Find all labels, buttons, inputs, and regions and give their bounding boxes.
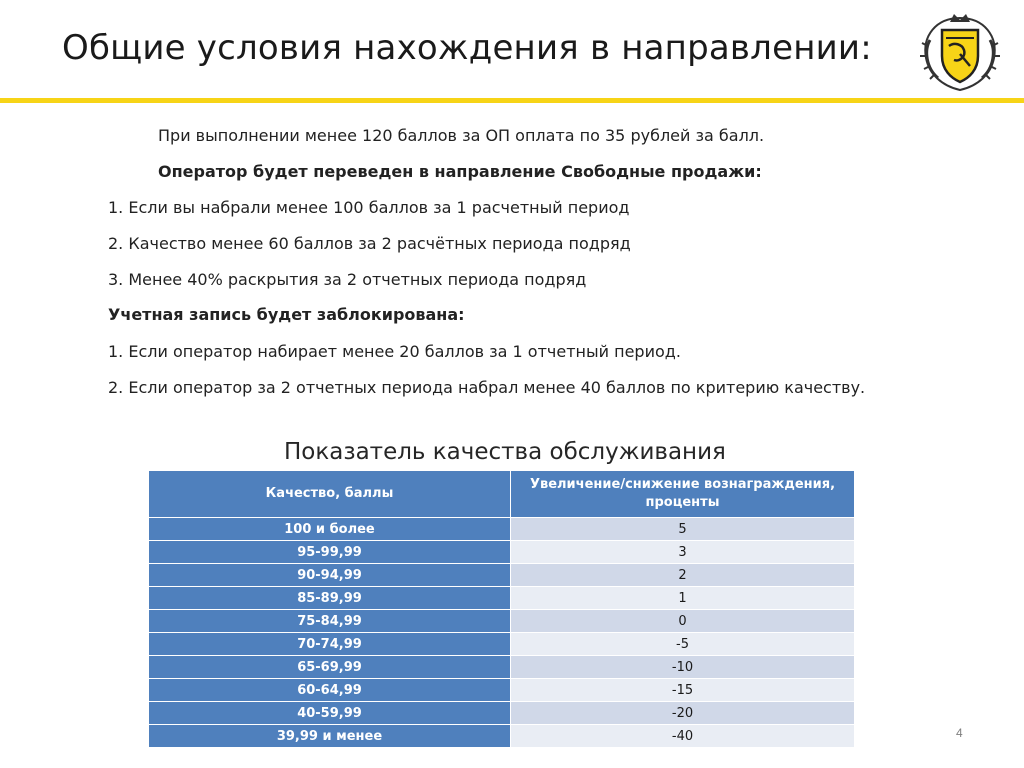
cell-percent: -40 (511, 725, 855, 748)
table-header-row (149, 471, 855, 518)
text-transfer-item-2: 2. Качество менее 60 баллов за 2 расчётных периода подряд (108, 234, 631, 253)
cell-quality: 95-99,99 (149, 541, 511, 564)
text-block-item-1: 1. Если оператор набирает менее 20 баллов за 1 отчетный период. (108, 342, 681, 361)
text-transfer-item-1: 1. Если вы набрали менее 100 баллов за 1 расчетный период (108, 198, 630, 217)
table-title: Показатель качества обслуживания (284, 439, 726, 465)
table-row (149, 610, 855, 633)
cell-quality: 90-94,99 (149, 564, 511, 587)
cell-percent: 5 (511, 518, 855, 541)
quality-table (148, 470, 855, 748)
text-transfer-item-3: 3. Менее 40% раскрытия за 2 отчетных периода подряд (108, 270, 587, 289)
text-block-item-2: 2. Если оператор за 2 отчетных периода набрал менее 40 баллов по критерию качеству. (108, 378, 866, 397)
cell-quality: 70-74,99 (149, 633, 511, 656)
table-row (149, 541, 855, 564)
header-reward-change: Увеличение/снижение вознаграждения, проценты (511, 471, 855, 518)
cell-percent: 3 (511, 541, 855, 564)
cell-quality: 75-84,99 (149, 610, 511, 633)
slide-title: Общие условия нахождения в направлении: (62, 28, 872, 68)
text-transfer-heading: Оператор будет переведен в направление Свободные продажи: (158, 162, 762, 181)
accent-rule (0, 98, 1024, 103)
text-block-heading: Учетная запись будет заблокирована: (108, 305, 465, 324)
table-row (149, 564, 855, 587)
header-quality: Качество, баллы (149, 471, 511, 518)
crest-logo-icon (916, 10, 1004, 94)
text-payment-condition: При выполнении менее 120 баллов за ОП оплата по 35 рублей за балл. (158, 126, 765, 145)
table-row (149, 725, 855, 748)
cell-percent: 2 (511, 564, 855, 587)
cell-quality: 40-59,99 (149, 702, 511, 725)
cell-percent: 1 (511, 587, 855, 610)
page-number: 4 (956, 726, 963, 740)
cell-percent: -5 (511, 633, 855, 656)
cell-percent: -10 (511, 656, 855, 679)
cell-quality: 85-89,99 (149, 587, 511, 610)
cell-quality: 60-64,99 (149, 679, 511, 702)
cell-percent: 0 (511, 610, 855, 633)
table-row (149, 656, 855, 679)
cell-quality: 39,99 и менее (149, 725, 511, 748)
cell-percent: -20 (511, 702, 855, 725)
table-row (149, 518, 855, 541)
cell-quality: 100 и более (149, 518, 511, 541)
cell-percent: -15 (511, 679, 855, 702)
table-row (149, 702, 855, 725)
table-row (149, 587, 855, 610)
table-row (149, 633, 855, 656)
cell-quality: 65-69,99 (149, 656, 511, 679)
table-row (149, 679, 855, 702)
